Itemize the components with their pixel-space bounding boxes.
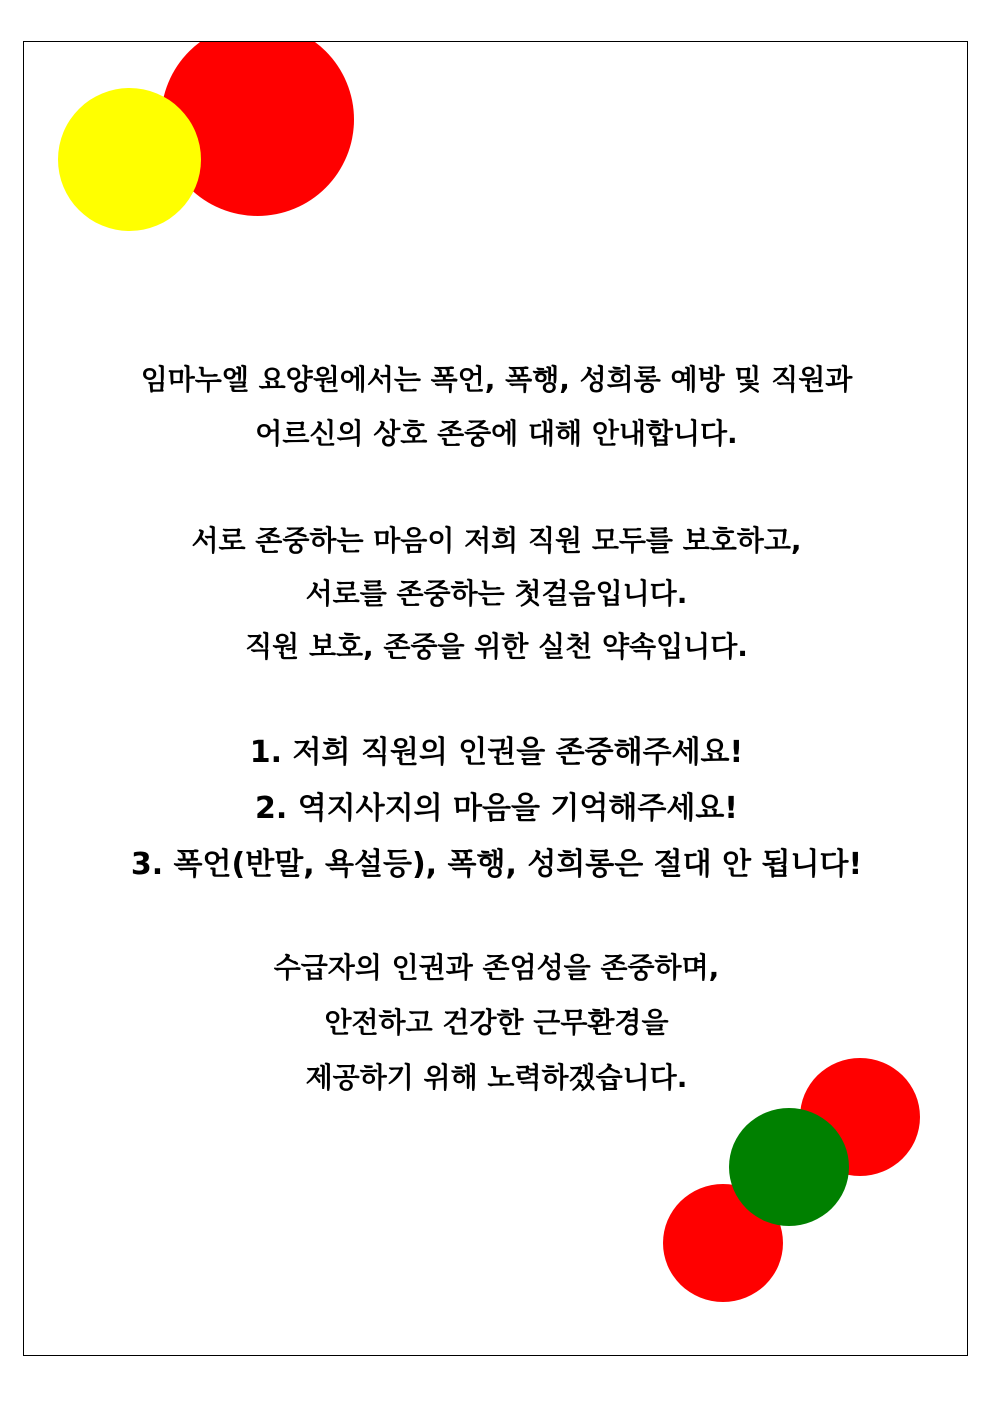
intro-paragraph (24, 353, 968, 461)
respect-line: 서로 존중하는 마음이 저희 직원 모두를 보호하고, (191, 524, 802, 557)
rule-item: 2. 역지사지의 마음을 기억해주세요! (254, 791, 738, 826)
rules-list (24, 725, 968, 893)
intro-line: 어르신의 상호 존중에 대해 안내합니다. (255, 417, 738, 450)
respect-paragraph (24, 514, 968, 673)
notice-page (23, 41, 968, 1356)
respect-line: 서로를 존중하는 첫걸음입니다. (305, 577, 688, 610)
yellow-circle-decoration (58, 88, 201, 231)
closing-line: 안전하고 건강한 근무환경을 (324, 1006, 669, 1039)
intro-line: 임마누엘 요양원에서는 폭언, 폭행, 성희롱 예방 및 직원과 (140, 363, 853, 396)
rule-item: 3. 폭언(반말, 욕설등), 폭행, 성희롱은 절대 안 됩니다! (130, 847, 863, 882)
closing-paragraph (24, 940, 968, 1105)
closing-line: 수급자의 인권과 존엄성을 존중하며, (273, 951, 720, 984)
respect-line: 직원 보호, 존중을 위한 실천 약속입니다. (245, 630, 748, 663)
closing-line: 제공하기 위해 노력하겠습니다. (305, 1061, 688, 1094)
green-circle-decoration (729, 1108, 849, 1226)
rule-item: 1. 저희 직원의 인권을 존중해주세요! (249, 735, 744, 770)
